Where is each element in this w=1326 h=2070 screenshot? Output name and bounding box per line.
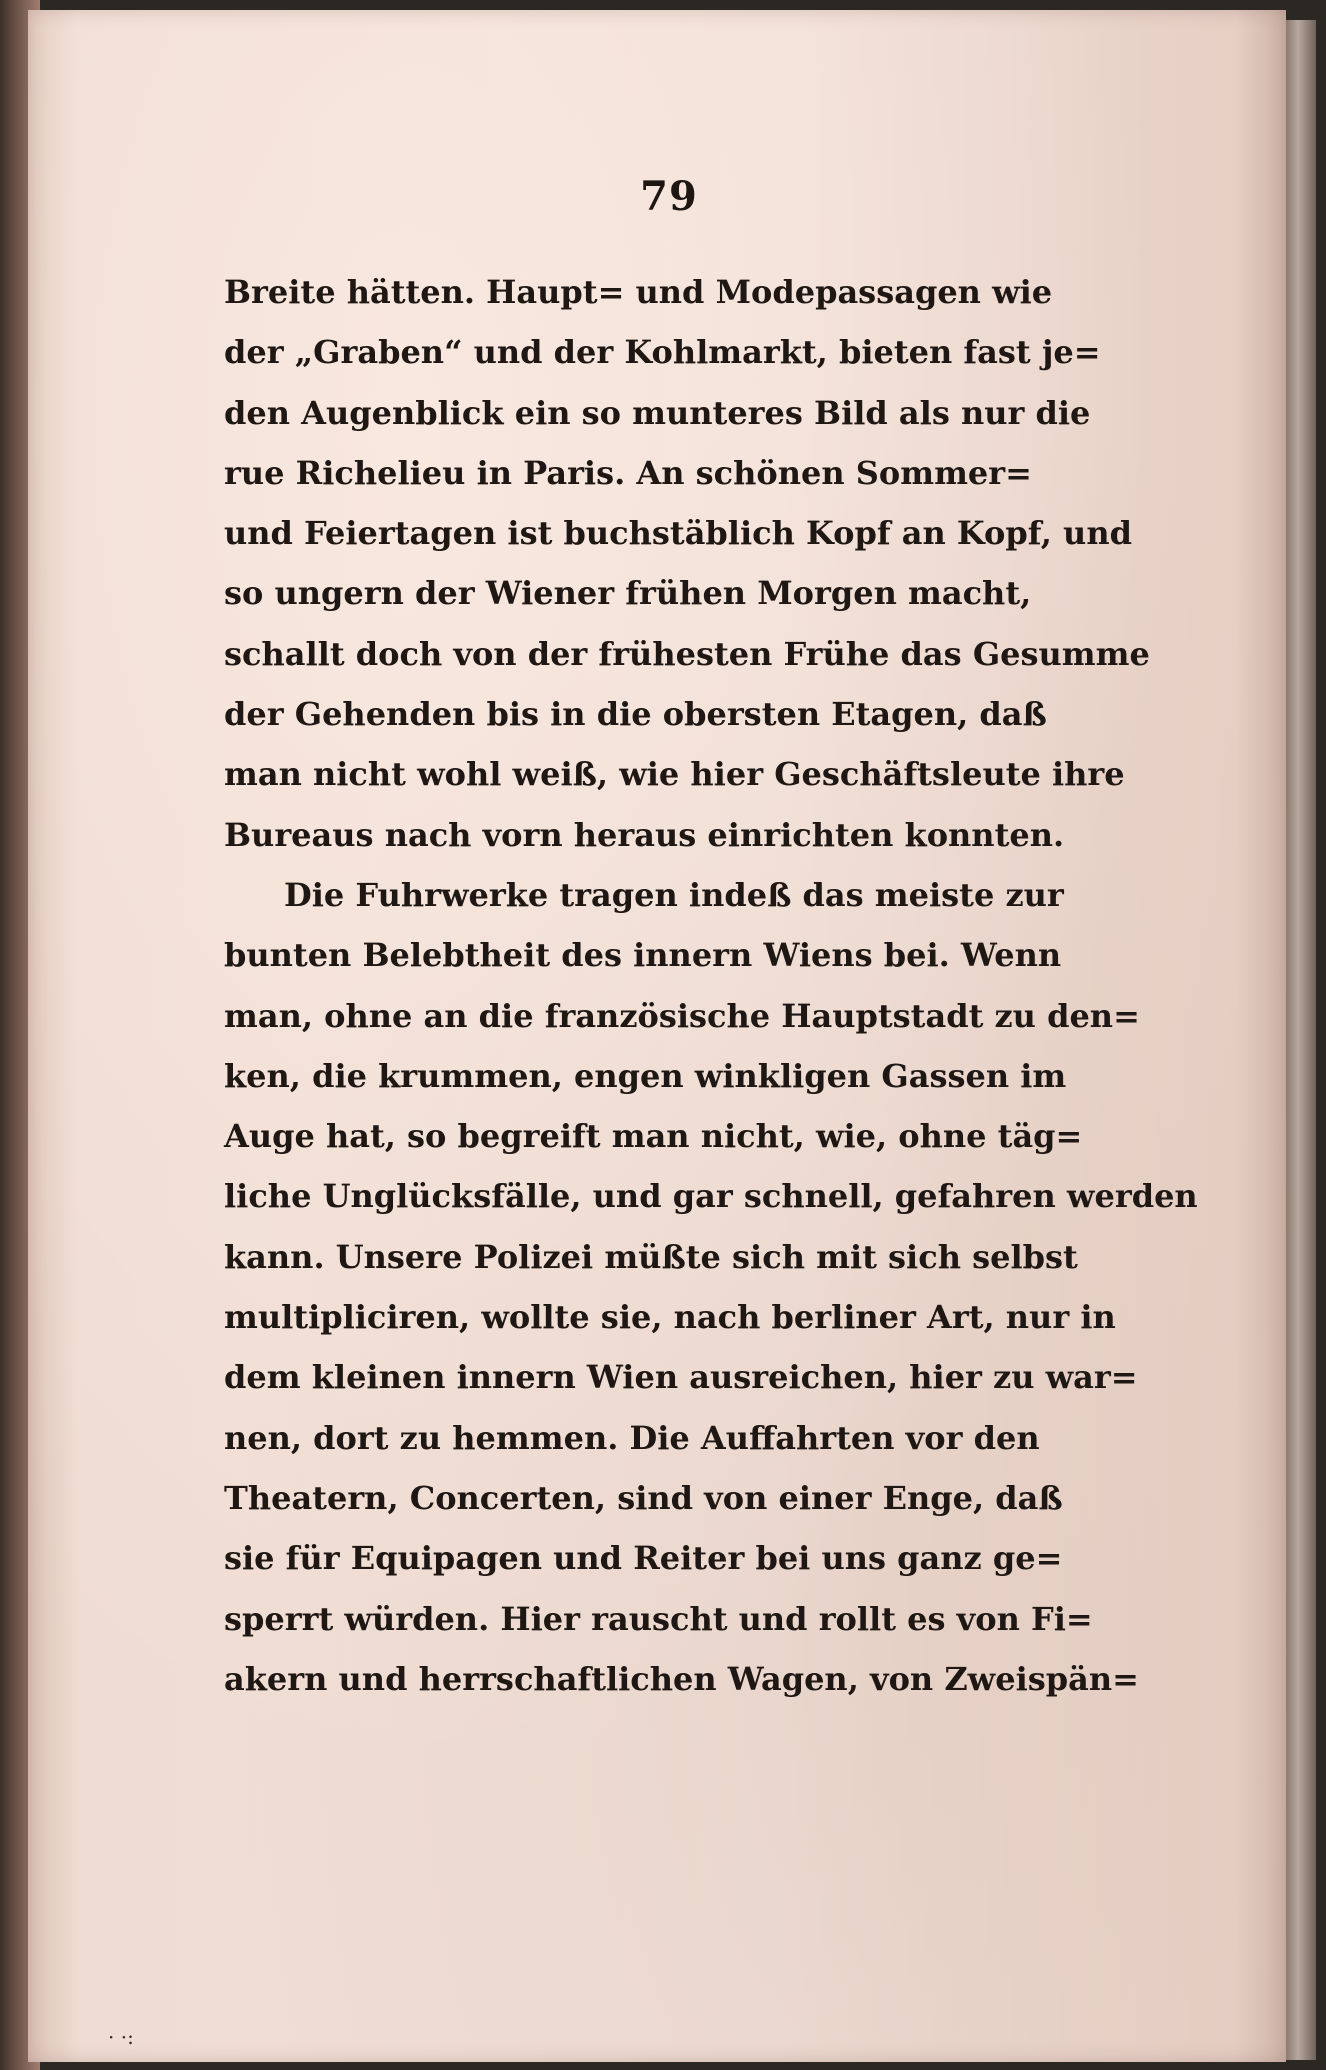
paragraph <box>224 865 1198 1709</box>
text-line: der „Graben“ und der Kohlmarkt, bieten fast je= <box>224 333 1101 372</box>
text-line: man nicht wohl weiß, wie hier Geschäftsleute ihre <box>224 755 1125 794</box>
text-line: und Feiertagen ist buchstäblich Kopf an Kopf, und <box>224 514 1132 553</box>
text-line: ken, die krummen, engen winkligen Gassen im <box>224 1056 1067 1095</box>
printer-marks: · ·: <box>108 2025 134 2049</box>
text-line: sperrt würden. Hier rauscht und rollt es von Fi= <box>224 1599 1093 1638</box>
text-line: Die Fuhrwerke tragen indeß das meiste zur <box>284 875 1064 914</box>
text-line: nen, dort zu hemmen. Die Auffahrten vor den <box>224 1418 1040 1457</box>
text-line: dem kleinen innern Wien ausreichen, hier zu war= <box>224 1358 1138 1397</box>
text-line: man, ohne an die französische Hauptstadt zu den= <box>224 996 1140 1035</box>
book-page <box>28 10 1286 2062</box>
text-line: kann. Unsere Polizei müßte sich mit sich selbst <box>224 1237 1078 1276</box>
page-stack-edge <box>1286 20 1316 2060</box>
text-line: Breite hätten. Haupt= und Modepassagen wie <box>224 273 1053 311</box>
body-text <box>224 262 1198 1709</box>
text-line: liche Unglücksfälle, und gar schnell, gefahren werden <box>224 1177 1198 1216</box>
paragraph <box>224 262 1150 865</box>
text-line: multipliciren, wollte sie, nach berliner Art, nur in <box>224 1298 1116 1337</box>
text-line: der Gehenden bis in die obersten Etagen, daß <box>224 695 1047 734</box>
text-line: Theatern, Concerten, sind von einer Enge, daß <box>224 1478 1063 1517</box>
text-line: akern und herrschaftlichen Wagen, von Zweispän= <box>224 1659 1139 1698</box>
text-line: so ungern der Wiener frühen Morgen macht, <box>224 574 1032 613</box>
text-line: Auge hat, so begreift man nicht, wie, ohne täg= <box>224 1117 1083 1156</box>
text-line: bunten Belebtheit des innern Wiens bei. Wenn <box>224 936 1062 975</box>
text-line: den Augenblick ein so munteres Bild als nur die <box>224 393 1091 432</box>
page-number: 79 <box>640 173 698 220</box>
text-line: sie für Equipagen und Reiter bei uns ganz ge= <box>224 1539 1063 1578</box>
text-line: Bureaus nach vorn heraus einrichten konnten. <box>224 815 1065 854</box>
text-line: rue Richelieu in Paris. An schönen Sommer= <box>224 453 1032 492</box>
text-line: schallt doch von der frühesten Frühe das Gesumme <box>224 634 1150 673</box>
